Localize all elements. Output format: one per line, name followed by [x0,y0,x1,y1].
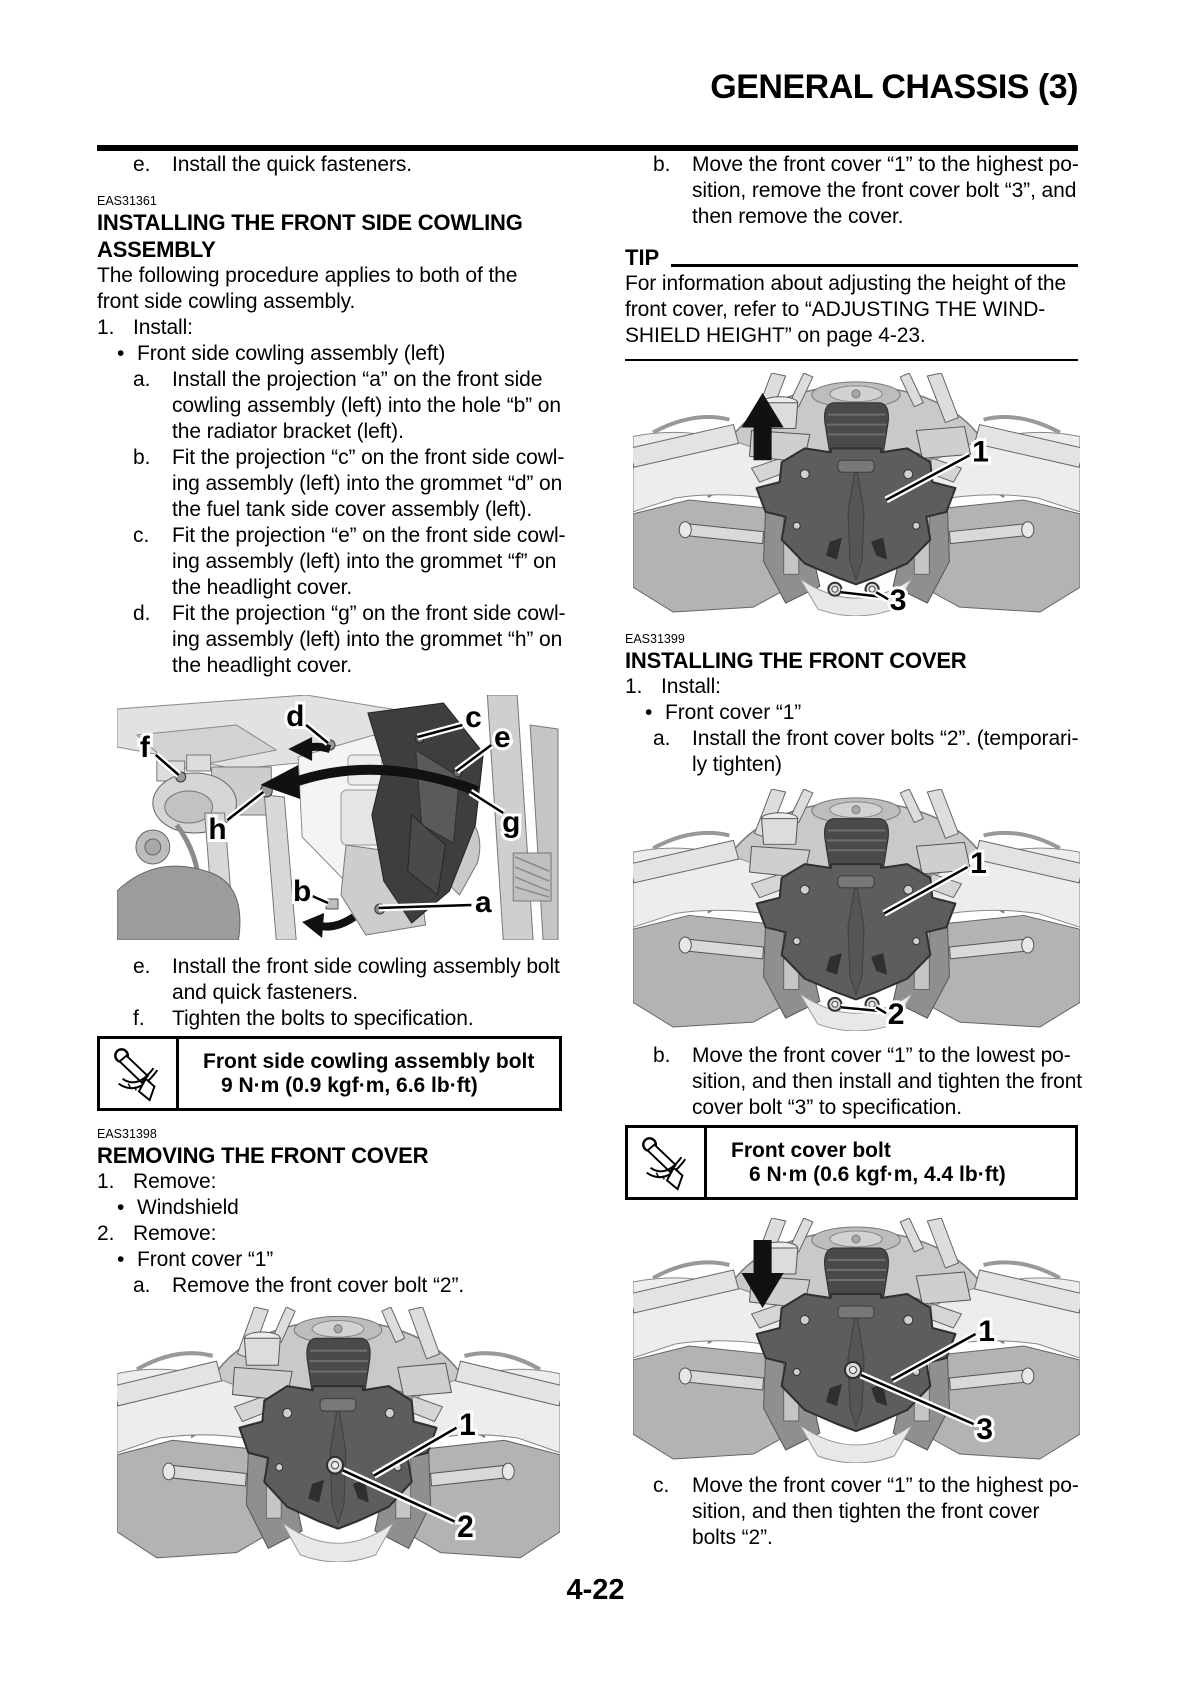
substep-marker: b. [653,1044,671,1067]
procedure-step [97,1169,562,1195]
torque-wrench-icon [637,1133,695,1193]
bullet-icon: • [117,342,125,365]
figure-callout-label-1: 1 [978,1315,995,1348]
page-number: 4-22 [566,1574,625,1606]
figure-callout-label-2: 2 [887,998,905,1031]
torque-spec-box [97,1036,562,1111]
text-line: ing assembly (left) into the grommet “f” on [172,550,557,573]
eas-code: EAS31398 [97,1127,157,1141]
procedure-substep [625,1473,1078,1551]
torque-spec-value: 9 N·m (0.9 kgf·m, 6.6 lb·ft) [221,1073,478,1097]
procedure-substep [97,1006,562,1032]
figure-remove-a [117,1307,560,1562]
bullet-item [625,700,1078,726]
substep-text [172,523,565,601]
text-line: Move the front cover “1” to the highest po- [692,153,1079,176]
substep-text [172,1273,464,1299]
text-line: then remove the cover. [692,205,904,228]
text-line: Front cover “1” [137,1248,274,1271]
substep-text [692,1473,1079,1551]
procedure-step [97,1221,562,1247]
step-number: 1. [97,1170,115,1193]
text-line: Windshield [137,1196,239,1219]
substep-marker: d. [133,602,151,625]
substep-marker: a. [133,368,151,391]
text-line: Front side cowling assembly (left) [137,342,446,365]
text-line: Move the front cover “1” to the lowest po- [692,1044,1071,1067]
illustration-artwork [117,695,558,940]
text-line: cowling assembly (left) into the hole “b” on [172,394,561,417]
text-line: Tighten the bolts to specification. [172,1007,474,1030]
figure-callout-label-1: 1 [970,847,987,880]
substep-marker: f. [133,1007,145,1030]
figure-callout-label-g: g [502,805,521,840]
substep-marker: e. [133,153,151,176]
text-line: SHIELD HEIGHT” on page 4-23. [625,324,926,347]
figure-install-a [633,789,1080,1031]
substep-marker: b. [133,446,151,469]
text-line: Remove the front cover bolt “2”. [172,1274,465,1297]
step-text [661,674,721,700]
text-line: Fit the projection “c” on the front side cowl- [172,446,565,469]
text-line: and quick fasteners. [172,981,358,1004]
torque-spec-value: 6 N·m (0.6 kgf·m, 4.4 lb·ft) [749,1162,1006,1186]
torque-spec-box [625,1125,1078,1200]
substep-marker: a. [133,1274,151,1297]
figure-callout-label-h: h [208,812,227,847]
substep-text [172,152,412,178]
procedure-substep [625,726,1078,778]
text-line: sition, and then install and tighten the front [692,1070,1083,1093]
step-number: 1. [97,316,115,339]
front-cover-bolt [327,1457,343,1474]
text-line: ing assembly (left) into the grommet “h” on [172,628,563,651]
bullet-item [97,1247,562,1273]
text-line: The following procedure applies to both of the [97,264,518,287]
text-line: the fuel tank side cover assembly (left). [172,498,533,521]
text-line: sition, and then tighten the front cover [692,1500,1040,1523]
eas-code: EAS31361 [97,194,157,208]
bullet-icon: • [117,1248,125,1271]
figure-callout-label-a: a [475,885,492,920]
bullet-item [97,341,562,367]
text-line: Install: [133,316,193,339]
tip-text [625,271,1078,349]
substep-text [692,1043,1082,1121]
substep-marker: e. [133,955,151,978]
step-text [133,1221,216,1247]
text-line: Fit the projection “e” on the front side cowl- [172,524,566,547]
procedure-substep [97,152,562,178]
step-number: 1. [625,675,643,698]
torque-wrench-cell [100,1039,179,1108]
substep-text [692,726,1078,778]
text-line: ly tighten) [692,753,782,776]
substep-marker: c. [133,524,150,547]
left-column [97,152,566,1562]
figure-install-b [633,1218,1080,1463]
substep-marker: a. [653,727,671,750]
paragraph [97,263,562,315]
bullet-icon: • [645,701,653,724]
illustration-artwork [633,1218,1080,1463]
figure-callout-label-1: 1 [972,435,989,469]
bullet-item [97,1195,562,1221]
substep-text [172,954,560,1006]
figure-remove-b [633,373,1080,616]
front-cover-bolt [845,1362,861,1378]
eas-code: EAS31399 [625,632,685,646]
figure-callout-label-3: 3 [976,1413,993,1446]
text-line: Fit the projection “g” on the front side cowl- [172,602,566,625]
substep-text [172,1006,474,1032]
tip-end-rule [625,359,1078,361]
paragraph-text [97,263,562,315]
text-line: Install the quick fasteners. [172,153,412,176]
torque-spec-name: Front cover bolt [731,1138,891,1162]
torque-wrench-cell [628,1128,707,1197]
illustration-artwork [633,789,1080,1031]
substep-marker: b. [653,153,671,176]
step-text [133,1169,216,1195]
illustration-artwork [633,373,1080,616]
tip-rule [671,264,1078,267]
procedure-substep [97,367,562,445]
section-heading: INSTALLING THE FRONT COVER [625,648,967,673]
text-line: cover bolt “3” to specification. [692,1096,962,1119]
procedure-substep [625,1043,1083,1121]
tip-block [625,245,1078,361]
text-line: Move the front cover “1” to the highest po- [692,1474,1079,1497]
text-line: Install the front side cowling assembly bolt [172,955,560,978]
bullet-text [665,700,801,726]
text-line: Install: [661,675,721,698]
title-rule [97,145,1078,151]
figure-callout-label-3: 3 [889,584,907,616]
substep-text [692,152,1079,230]
procedure-substep [625,152,1078,230]
page-title: GENERAL CHASSIS (3) [710,68,1078,106]
text-line: the headlight cover. [172,576,353,599]
text-line: front cover, refer to “ADJUSTING THE WIND- [625,298,1046,321]
bullet-icon: • [117,1196,125,1219]
figure-callout-label-c: c [465,700,482,735]
right-column [625,152,1083,1551]
section-header [97,1127,562,1169]
tip-label: TIP [625,245,660,270]
figure-callout-label-f: f [139,730,150,765]
torque-wrench-icon [109,1044,167,1104]
procedure-step [625,674,1078,700]
procedure-substep [97,523,566,601]
text-line: the radiator bracket (left). [172,420,404,443]
substep-text [172,601,565,679]
substep-text [172,367,561,445]
substep-text [172,445,564,523]
bullet-text [137,1247,273,1273]
figure-callout-label-1: 1 [459,1407,476,1443]
text-line: For information about adjusting the height of the [625,272,1067,295]
illustration-artwork [117,1307,560,1562]
section-header [625,632,1078,674]
text-line: front side cowling assembly. [97,290,356,313]
text-line: Front cover “1” [665,701,802,724]
procedure-substep [97,954,562,1006]
text-line: bolts “2”. [692,1526,773,1549]
text-line: Install the projection “a” on the front side [172,368,543,391]
figure-callout-label-d: d [286,699,305,734]
text-line: Remove: [133,1222,217,1245]
figure-side-cowling [117,695,560,940]
step-text [133,315,193,341]
figure-callout-label-b: b [293,874,312,909]
text-line: ing assembly (left) into the grommet “d” on [172,472,563,495]
procedure-substep [97,601,566,679]
section-heading: REMOVING THE FRONT COVER [97,1143,429,1168]
torque-spec-name: Front side cowling assembly bolt [203,1049,535,1073]
text-line: Remove: [133,1170,217,1193]
section-heading: INSTALLING THE FRONT SIDE COWLING ASSEMBLY [97,210,523,262]
figure-callout-label-e: e [493,720,511,755]
procedure-substep [97,1273,562,1299]
procedure-step [97,315,562,341]
text-line: sition, remove the front cover bolt “3”, and [692,179,1077,202]
text-line: the headlight cover. [172,654,353,677]
substep-marker: c. [653,1474,670,1497]
procedure-substep [97,445,565,523]
bullet-text [137,1195,239,1221]
text-line: Install the front cover bolts “2”. (temporari- [692,727,1079,750]
figure-callout-label-2: 2 [457,1509,474,1545]
section-header [97,194,562,263]
bullet-text [137,341,445,367]
step-number: 2. [97,1222,115,1245]
